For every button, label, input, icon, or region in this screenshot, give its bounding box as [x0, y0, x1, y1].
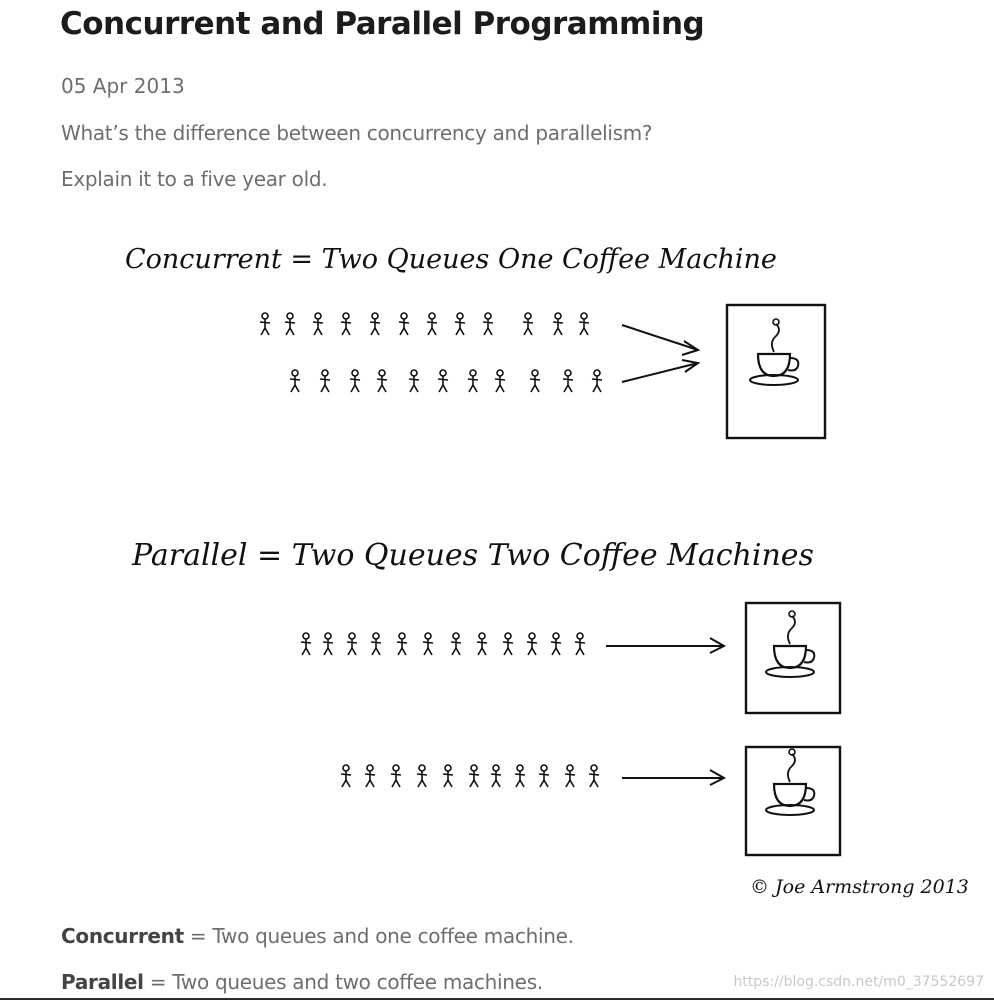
coffee-machine-icon [746, 603, 840, 713]
definition-term: Parallel [61, 970, 144, 994]
article-title: Concurrent and Parallel Programming [60, 6, 705, 42]
concurrent-heading: Concurrent = Two Queues One Coffee Machine [125, 244, 777, 275]
definition-text: = Two queues and two coffee machines. [143, 970, 543, 994]
article-question: What’s the difference between concurrency and parallelism? [61, 121, 653, 145]
coffee-machine-icon [746, 747, 840, 855]
concurrent-queue-top [260, 313, 589, 335]
concurrency-parallelism-illustration [110, 225, 969, 905]
article-date: 05 Apr 2013 [61, 74, 185, 98]
parallel-heading: Parallel = Two Queues Two Coffee Machines [132, 538, 814, 573]
definition-parallel [61, 970, 543, 994]
definition-text: = Two queues and one coffee machine. [183, 924, 574, 948]
source-watermark: https://blog.csdn.net/m0_37552697 [733, 974, 984, 990]
arrow-icon [622, 325, 698, 382]
article-instruction: Explain it to a five year old. [61, 167, 328, 191]
arrow-icon [606, 638, 724, 653]
definition-concurrent [61, 924, 574, 948]
coffee-machine-icon [727, 305, 825, 438]
parallel-queue-top [301, 633, 585, 655]
arrow-icon [622, 770, 724, 785]
definition-term: Concurrent [61, 924, 184, 948]
parallel-queue-bottom [341, 765, 599, 787]
concurrent-queue-bottom [290, 370, 602, 392]
illustration-credit: © Joe Armstrong 2013 [750, 876, 969, 898]
bottom-divider [0, 998, 994, 1000]
